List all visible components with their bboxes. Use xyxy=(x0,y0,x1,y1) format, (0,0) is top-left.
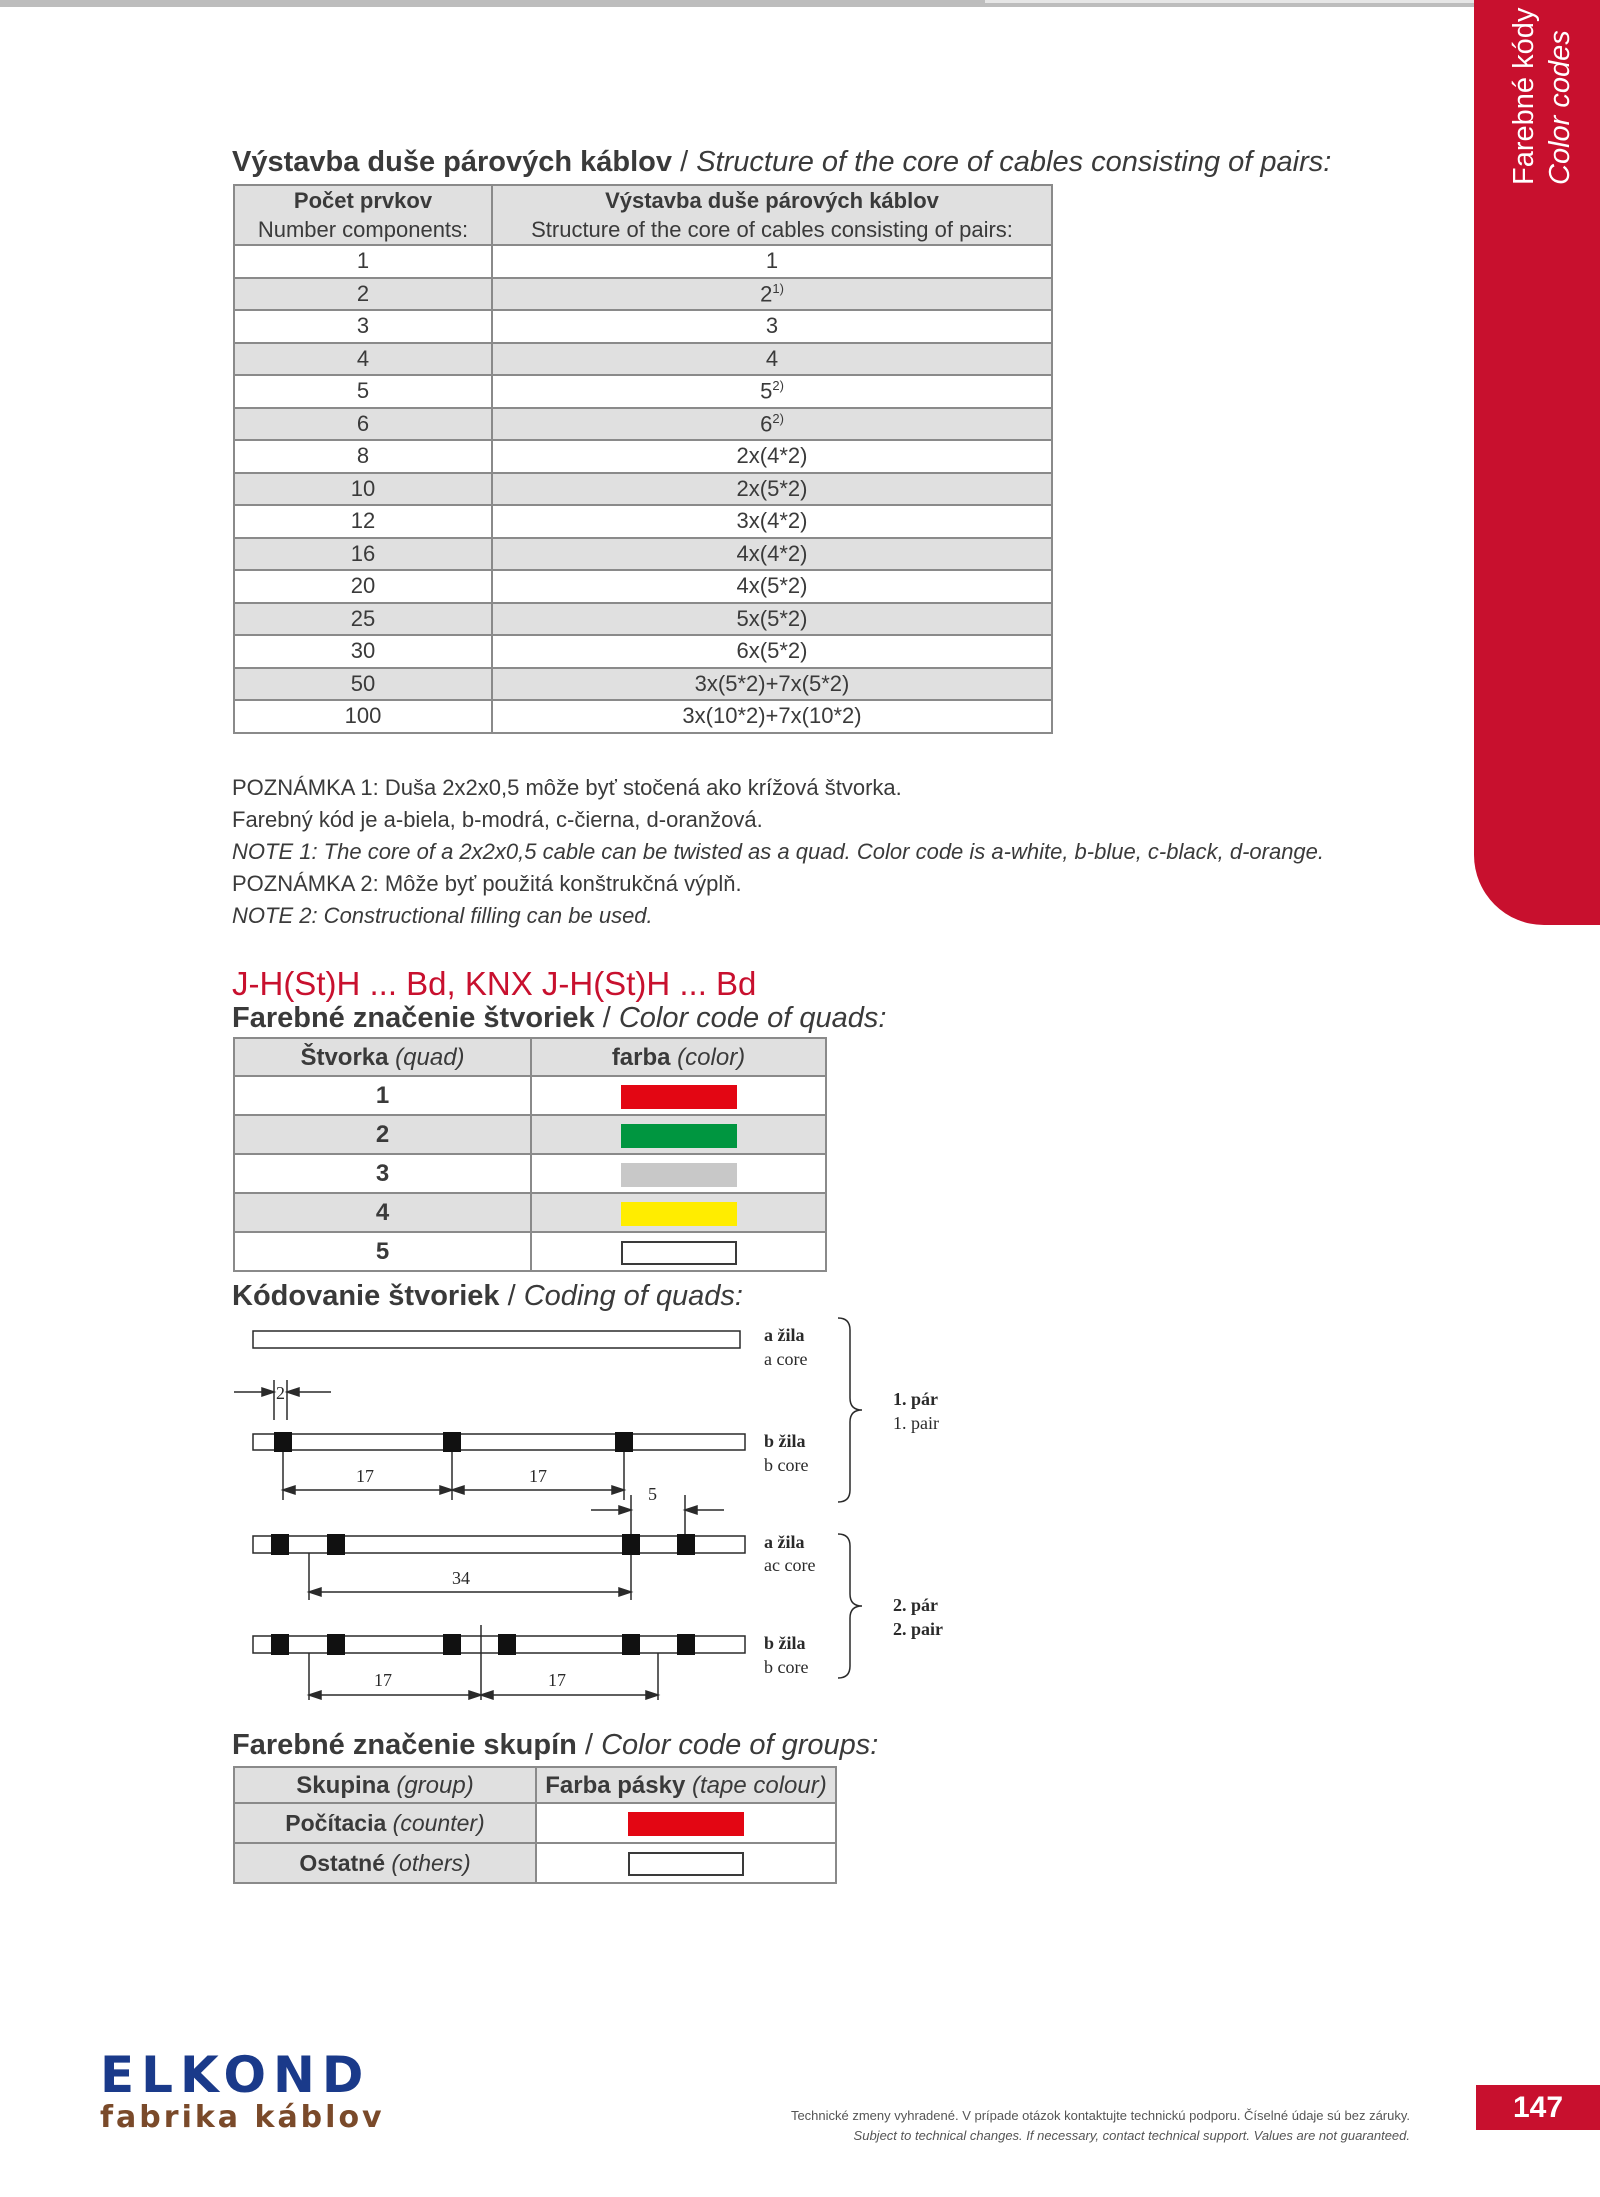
label-ac-core: ac core xyxy=(764,1555,816,1575)
quad-coding-diagram xyxy=(226,1310,986,1700)
pairs-table-row xyxy=(234,473,1052,506)
top-bar-highlight xyxy=(985,0,1500,3)
elkond-logo xyxy=(100,2046,385,2135)
pairs-table-row xyxy=(234,278,1052,311)
label-a-zila-2: a žila xyxy=(764,1532,805,1552)
group-col2-en: (tape colour) xyxy=(692,1771,827,1799)
side-tab-title-sk: Farebné kódy xyxy=(1508,7,1540,185)
section4-heading xyxy=(232,1729,878,1762)
color-swatch xyxy=(621,1163,737,1187)
footnote-marker: 1) xyxy=(772,280,784,296)
pairs-structure-cell xyxy=(492,505,1052,538)
pairs-count-cell: 4 xyxy=(234,343,492,376)
color-swatch xyxy=(621,1124,737,1148)
pairs-structure-value: 6x(5*2) xyxy=(736,638,808,664)
section3-separator: / xyxy=(499,1280,524,1312)
footer-line-sk: Technické zmeny vyhradené. V prípade otázok kontaktujte technickú podporu. Číselné údaje sú bez záruky. xyxy=(790,2108,1410,2123)
a-core-bar xyxy=(253,1331,740,1348)
pairs-count-cell: 25 xyxy=(234,603,492,636)
footer-line-en: Subject to technical changes. If necessary, contact technical support. Values are not guaranteed. xyxy=(853,2128,1410,2143)
pairs-table-header-row xyxy=(234,185,1052,245)
dim-17-c: 17 xyxy=(374,1670,392,1690)
pairs-table-body xyxy=(234,245,1052,733)
pairs-table-row xyxy=(234,245,1052,278)
section3-title-en: Coding of quads: xyxy=(523,1280,743,1312)
pairs-count-cell: 5 xyxy=(234,375,492,408)
quad-table-body xyxy=(234,1076,826,1271)
group-name-cell xyxy=(234,1803,536,1843)
quad-table-col1-header xyxy=(234,1038,531,1076)
label-b-zila-2: b žila xyxy=(764,1633,806,1653)
footnote-marker: 2) xyxy=(772,378,784,394)
pairs-structure-value: 4x(4*2) xyxy=(736,540,808,566)
col1-header-sk: Počet prvkov xyxy=(293,188,433,213)
ac-core-bar xyxy=(253,1536,745,1553)
note-1-colors-sk: Farebný kód je a-biela, b-modrá, c-čierna, d-oranžová. xyxy=(232,807,763,832)
pairs-structure-cell xyxy=(492,603,1052,636)
pairs-count-cell: 20 xyxy=(234,570,492,603)
pairs-table-col2-header xyxy=(492,185,1052,245)
quad-number-cell: 5 xyxy=(234,1232,531,1271)
b-core-bar-1 xyxy=(253,1434,745,1450)
pairs-structure-value: 3x(10*2)+7x(10*2) xyxy=(682,703,862,729)
label-b-zila-1: b žila xyxy=(764,1431,806,1451)
group-col1-en: (group) xyxy=(396,1771,474,1799)
label-b-core-1: b core xyxy=(764,1455,809,1475)
group-name-sk: Počítacia xyxy=(285,1809,387,1836)
quad-color-cell xyxy=(531,1232,826,1271)
label-pair1-en: 1. pair xyxy=(893,1413,939,1433)
section3-heading xyxy=(232,1280,743,1313)
group-col2-sk: Farba pásky xyxy=(545,1771,686,1799)
quad-table-row xyxy=(234,1076,826,1115)
section3-title-sk: Kódovanie štvoriek xyxy=(232,1280,500,1312)
section2-title-sk: Farebné značenie štvoriek xyxy=(232,1002,595,1034)
color-swatch xyxy=(621,1085,737,1109)
tape-color-swatch xyxy=(628,1852,744,1876)
pairs-structure-cell xyxy=(492,668,1052,701)
pairs-structure-cell xyxy=(492,570,1052,603)
notes xyxy=(232,772,1324,932)
pairs-table-row xyxy=(234,570,1052,603)
section4-separator: / xyxy=(576,1729,602,1761)
quad-number-cell: 3 xyxy=(234,1154,531,1193)
note-1-sk: POZNÁMKA 1: Duša 2x2x0,5 môže byť stočená ako krížová štvorka. xyxy=(232,775,902,800)
pairs-table-row xyxy=(234,635,1052,668)
quad-col2-en: (color) xyxy=(677,1043,746,1071)
page-number: 147 xyxy=(1476,2085,1600,2130)
pairs-count-cell: 50 xyxy=(234,668,492,701)
logo-sub-text: fabrika káblov xyxy=(100,2100,385,2135)
group-table-row xyxy=(234,1843,836,1883)
quad-color-cell xyxy=(531,1154,826,1193)
pairs-table-row xyxy=(234,375,1052,408)
pairs-structure-cell xyxy=(492,473,1052,506)
label-pair2-en: 2. pair xyxy=(893,1619,944,1639)
quad-table-header-row xyxy=(234,1038,826,1076)
quad-color-cell xyxy=(531,1076,826,1115)
dim-5: 5 xyxy=(648,1484,657,1504)
pairs-structure-value: 3x(4*2) xyxy=(736,508,808,534)
footer-disclaimer xyxy=(791,2106,1410,2146)
pairs-count-cell: 3 xyxy=(234,310,492,343)
footnote-marker: 2) xyxy=(772,410,784,426)
section2-separator: / xyxy=(594,1002,619,1034)
pairs-structure-cell xyxy=(492,538,1052,571)
section1-separator: / xyxy=(672,146,697,178)
pairs-count-cell: 16 xyxy=(234,538,492,571)
pairs-structure-cell xyxy=(492,343,1052,376)
pairs-structure-cell xyxy=(492,408,1052,441)
group-col1-sk: Skupina xyxy=(296,1771,390,1799)
pairs-structure-value: 2 xyxy=(760,280,773,306)
group-table-body xyxy=(234,1803,836,1883)
quad-color-cell xyxy=(531,1115,826,1154)
pairs-count-cell: 100 xyxy=(234,700,492,733)
pairs-structure-table xyxy=(233,184,1053,734)
group-name-cell xyxy=(234,1843,536,1883)
pairs-table-row xyxy=(234,440,1052,473)
group-color-cell xyxy=(536,1803,836,1843)
pairs-table-row xyxy=(234,603,1052,636)
logo-main-text: ELKOND xyxy=(100,2046,371,2104)
quad-table-col2-header xyxy=(531,1038,826,1076)
pairs-structure-value: 4 xyxy=(765,345,779,371)
pairs-structure-cell xyxy=(492,440,1052,473)
dim-17-a: 17 xyxy=(356,1466,374,1486)
quad-table-row xyxy=(234,1115,826,1154)
col2-header-en: Structure of the core of cables consisting of pairs: xyxy=(531,217,1013,242)
color-swatch xyxy=(621,1202,737,1226)
note-2-sk: POZNÁMKA 2: Môže byť použitá konštrukčná výplň. xyxy=(232,871,742,896)
color-swatch xyxy=(621,1241,737,1265)
group-name-sk: Ostatné xyxy=(299,1849,385,1876)
group-color-cell xyxy=(536,1843,836,1883)
pairs-structure-value: 1 xyxy=(765,248,779,274)
pairs-structure-value: 6 xyxy=(760,410,773,436)
pairs-table-row xyxy=(234,310,1052,343)
pairs-structure-cell xyxy=(492,700,1052,733)
section1-heading xyxy=(232,146,1331,179)
pairs-structure-value: 5x(5*2) xyxy=(736,605,808,631)
group-color-table xyxy=(233,1766,837,1884)
pairs-count-cell: 12 xyxy=(234,505,492,538)
dim-34: 34 xyxy=(452,1568,470,1588)
pairs-table-row xyxy=(234,700,1052,733)
tape-color-swatch xyxy=(628,1812,744,1836)
pairs-structure-value: 4x(5*2) xyxy=(736,573,808,599)
col1-header-en: Number components: xyxy=(257,217,469,242)
quad-table-row xyxy=(234,1232,826,1271)
group-name-en: (others) xyxy=(391,1849,471,1876)
dim-2: 2 xyxy=(276,1383,285,1403)
col2-header-sk: Výstavba duše párových káblov xyxy=(605,188,939,213)
label-pair1-sk: 1. pár xyxy=(893,1389,938,1409)
quad-number-cell: 4 xyxy=(234,1193,531,1232)
pairs-table-col1-header xyxy=(234,185,492,245)
side-tab-title-en: Color codes xyxy=(1544,30,1576,185)
section2-title-en: Color code of quads: xyxy=(618,1002,887,1034)
pairs-structure-value: 5 xyxy=(760,378,773,404)
pairs-structure-cell xyxy=(492,375,1052,408)
note-1-en: NOTE 1: The core of a 2x2x0,5 cable can be twisted as a quad. Color code is a-white, b-blue, c-black, d-orange. xyxy=(232,839,1325,864)
quad-col1-en: (quad) xyxy=(395,1043,465,1071)
quad-table-row xyxy=(234,1193,826,1232)
label-a-core: a core xyxy=(764,1349,808,1369)
pairs-structure-value: 2x(5*2) xyxy=(736,475,808,501)
quad-col1-sk: Štvorka xyxy=(300,1043,389,1071)
pairs-structure-cell xyxy=(492,245,1052,278)
section1-title-sk: Výstavba duše párových káblov xyxy=(232,146,673,178)
quad-number-cell: 2 xyxy=(234,1115,531,1154)
quad-table-row xyxy=(234,1154,826,1193)
pairs-table-row xyxy=(234,343,1052,376)
label-b-core-2: b core xyxy=(764,1657,809,1677)
product-title: J-H(St)H ... Bd, KNX J-H(St)H ... Bd xyxy=(232,965,757,1002)
group-name-en: (counter) xyxy=(392,1809,485,1836)
pairs-count-cell: 8 xyxy=(234,440,492,473)
section2-heading xyxy=(232,1002,886,1035)
group-table-header-row xyxy=(234,1767,836,1803)
side-tab-text xyxy=(1500,7,1590,190)
pairs-table-row xyxy=(234,505,1052,538)
quad-color-cell xyxy=(531,1193,826,1232)
section4-title-en: Color code of groups: xyxy=(601,1729,879,1761)
pairs-count-cell: 10 xyxy=(234,473,492,506)
section1-title-en: Structure of the core of cables consisting of pairs: xyxy=(696,146,1332,178)
group-table-col1-header xyxy=(234,1767,536,1803)
dim-17-b: 17 xyxy=(529,1466,547,1486)
pairs-count-cell: 6 xyxy=(234,408,492,441)
note-2-en: NOTE 2: Constructional filling can be used. xyxy=(232,903,653,928)
label-a-zila-1: a žila xyxy=(764,1325,805,1345)
label-pair2-sk: 2. pár xyxy=(893,1595,938,1615)
pairs-structure-cell xyxy=(492,635,1052,668)
group-table-row xyxy=(234,1803,836,1843)
group-table-col2-header xyxy=(536,1767,836,1803)
pairs-structure-value: 3x(5*2)+7x(5*2) xyxy=(694,670,850,696)
dim-17-d: 17 xyxy=(548,1670,566,1690)
pairs-table-row xyxy=(234,408,1052,441)
pairs-count-cell: 30 xyxy=(234,635,492,668)
pairs-table-row xyxy=(234,538,1052,571)
section4-title-sk: Farebné značenie skupín xyxy=(232,1729,577,1761)
quad-color-table xyxy=(233,1037,827,1272)
quad-number-cell: 1 xyxy=(234,1076,531,1115)
pairs-count-cell: 2 xyxy=(234,278,492,311)
pairs-count-cell: 1 xyxy=(234,245,492,278)
pairs-structure-value: 2x(4*2) xyxy=(736,443,808,469)
pairs-table-row xyxy=(234,668,1052,701)
quad-col2-sk: farba xyxy=(611,1043,671,1071)
pairs-structure-cell xyxy=(492,278,1052,311)
pairs-structure-cell xyxy=(492,310,1052,343)
pairs-structure-value: 3 xyxy=(765,313,779,339)
